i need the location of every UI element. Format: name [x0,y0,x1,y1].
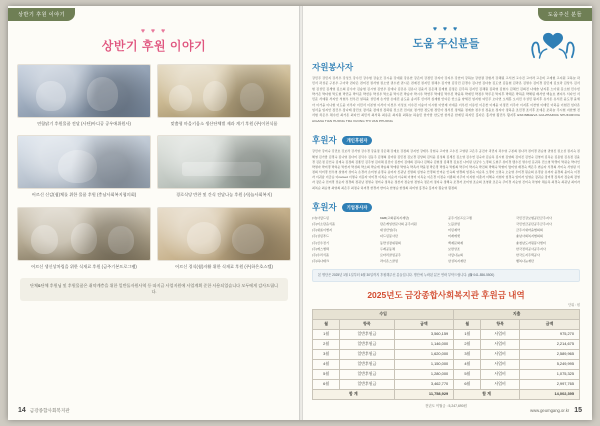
table-total-row [313,390,580,400]
corporate-sponsor-item: 더드림봉사단 [380,234,398,239]
corporate-sponsor-item: 충남사회복지협의회 [516,234,543,239]
cell-item-out: 사업비 [481,350,520,360]
heart-icon-row-left: ♥ ♥ ♥ [140,28,168,35]
corporate-sponsor-item: 금주시새마을협의회 [516,228,543,233]
cell-amount-in: 1,150,000 [394,360,454,370]
cell-amount-in: 1,146,000 [394,339,454,349]
photo-cell [18,135,150,198]
donation-table-unit: 단위 : 원 [568,302,580,307]
corporate-sponsor-item: 담은케일한문사회 공주지원 [380,222,417,227]
cell-amount-in: 3,560,159 [394,329,454,339]
photo-image [17,207,151,261]
section-heading-text: 후원자 [312,134,337,145]
sponsor-list-footnote: 본 명단은 2025년 1월 1일부터 6월 30일까지 후원해주신 분들입니다. 명단에 누락된 분은 연락 부탁드립니다. (☎ 041-856-5500) [312,269,580,282]
corporate-sponsor-item: KEB(고화중복지재단) [380,216,410,221]
cell-month-in: 3월 [313,350,340,360]
hands-heart-icon [526,28,580,62]
table-row [313,360,580,370]
individual-sponsor-name-list: 강민아 강미숙 강민호 강보라 강서영 강수경 강윤정 강은혜 강재호 강정희 강지연 강태우 강현숙 고미영 고수진 고영란 고은주 공진아 곽민지 곽수영 구본희 권나라 권미경 권순영 권영진 권오성 권지숙 권해영 김가람 김경숙 김나영 김다미 김덕수 김동주 김명희 김미란 김민정 김보경 김상희 김서윤 김성희 김세진 김소영 김수연 김숙자 김순옥 김시현 김양희 김여진 김연숙 김영미 김옥순 김용범 김유정 김윤경 김은정 김인숙 김재숙 김정희 김종민 김주영 김지혜 김진아 김찬미 김태희 김하나 김해숙 김현정 김혜경 김효진 나미란 남궁수 노경희 도현주 류미경 맹수진 명수빈 문귀옥 민소영 박경미 박귀순 박다인 박명자 박미경 박복순 박선자 박성희 박소희 박순애 박승희 박애란 박영숙 박옥자 박윤정 박은경 박정숙 박종희 박주미 박지숙 박진희 박해숙 박현미 방미영 배경숙 백은주 변순자 서경희 서미숙 서영란 서정희 석미경 선우영 설영자 성미숙 손경자 손미영 송경숙 송미자 신귀남 신명희 심영숙 안경희 안미순 안숙희 양경희 엄정숙 여순옥 오경자 오명숙 오순영 우미경 원순희 유경남 유미자 윤경희 윤미숙 이경자 이귀남 이금순 이named 이명숙 이문자 이미경 이복순 이순자 이숙희 이영미 이옥순 이은경 이정숙 이종희 이주미 이지현 이춘자 이해숙 이현자 임경숙 임미자 임영순 장귀순 장미경 장복자 장순희 장영자 장은숙 전미경 전순자 정경희 정귀남 정명숙 정미숙 정복순 정선자 정순영 정영숙 정은미 정지숙 정해숙 조경자 조미영 조순희 조영란 조은숙 주미경 지순영 진미숙 차영자 채순옥 최경숙 최귀남 최미자 최복순 최순영 최영희 최은주 최정숙 하미경 한경자 한미숙 한영순 한정희 허미영 홍경숙 홍미자 황순영 황정희 [312,149,580,190]
cell-item-in: 일반후원금 [340,339,394,349]
th-month-out: 월 [454,319,481,329]
section-heading-text: 후원자 [312,201,337,212]
heart-icon-row-right: ♥ ♥ ♥ [432,26,460,33]
corporate-sponsor-item: (주)신우전기 [312,240,330,245]
cell-item-out: 사업비 [481,360,520,370]
th-item-in: 항목 [340,319,394,329]
right-page-title: 도움 주신분들 [412,38,480,50]
cell-month-out: 3월 [454,350,481,360]
cell-amount-out: 2,997,765 [519,380,579,390]
section-badge-corporate: 기업봉사자 [342,203,373,212]
left-page-title: 상반기 후원 이야기 [101,39,207,53]
cell-amount-out: 5,249,995 [519,360,579,370]
cell-month-in: 4월 [313,360,340,370]
photo-caption: 맞춤형 마을키움소 생산단체별 제과 계기 후원 (주)이천식품 [170,121,278,126]
page-gutter [299,6,303,420]
th-month-in: 월 [313,319,340,329]
corporate-sponsor-item: 두레공동체 [380,246,395,251]
photo-cell [158,135,290,198]
left-page [8,6,300,420]
left-page-title-block [8,28,300,54]
th-amount-out: 금액 [519,319,579,329]
table-row [313,380,580,390]
corporate-sponsor-item: (사)사랑드림 [312,216,330,221]
left-page-number: 14 [18,407,26,414]
photo-cell [158,64,290,127]
corporate-sponsor-item: 공주기본프로그램 [448,216,472,221]
total-amount-out: 14,002,395 [519,390,579,400]
photo-cell [18,64,150,127]
cell-item-out: 사업비 [481,329,520,339]
corporate-sponsor-item: 동반성장위원회 [380,240,401,245]
total-amount-in: 11,758,929 [394,390,454,400]
cell-item-out: 사업비 [481,380,520,390]
cell-month-out: 4월 [454,360,481,370]
cell-month-in: 2월 [313,339,340,349]
donation-table-title: 2025년도 금강종합사회복지관 후원금 내역 [367,289,525,300]
corporate-sponsor-item: (주)우리식품 [312,252,330,257]
table-group-expense: 지출 [454,309,580,319]
donation-table-footer: 전년도 이월금 : 5,247,690원 [425,404,467,409]
left-page-footer [18,407,70,414]
cell-month-out: 6월 [454,380,481,390]
corporate-sponsor-item: (주)미소담음식품 [312,222,335,227]
left-running-head [8,6,300,22]
th-amount-in: 금액 [394,319,454,329]
corporate-sponsor-grid [312,216,580,264]
cell-amount-in: 1,280,000 [394,370,454,380]
right-running-head [300,6,592,22]
right-page [300,6,592,420]
photo-image [157,207,291,261]
corporate-sponsor-item: (주)에스엠텍 [312,246,330,251]
cell-amount-out: 1,075,325 [519,370,579,380]
cell-item-in: 일반후원금 [340,370,394,380]
section-heading-text: 자원봉사자 [312,62,354,72]
right-section-tab: 도움주신 분들 [538,8,592,21]
th-item-out: 항목 [481,319,520,329]
volunteer-name-list: 강민주 강민지 강서우 강성모 강수민 강수현 강승모 강시윤 강예린 강유찬 강은비 강정민 강지아 강지우 강찬미 강하늘 강한결 강현서 강혜린 고서연 고수진 고아라 고은비 고재현 고지원 고하늘 곽민서 곽성준 구본우 구아라 권다은 권미진 권서영 권소연 권수빈 권시은 권예진 권지민 권혜수 김가영 김강민 김경수 김나연 김다슬 김도연 김동현 김라온 김명수 김미경 김민재 김보라 김상우 김서현 김성민 김세영 김소희 김수아 김승현 김시영 김연우 김예나 김온유 김유나 김윤서 김은채 김재현 김정은 김주하 김지민 김채원 김하영 김현수 김혜인 김희진 나예슬 남지훈 노아린 문소현 민수빈 박가은 박다현 박도현 박민규 박서준 박선유 박성우 박소윤 박수민 박승아 박시우 박연주 박예림 박우진 박윤하 박재민 박정우 박주은 박지후 박채은 박하준 박해린 배서연 백승호 변지우 서다인 서민준 서예원 서지안 석현우 선우진 설하윤 성민재 손가람 손예진 송도윤 송지후 신아라 심재현 안다은 안소율 양세진 엄지현 여민주 오다연 오세훈 오지민 우성민 원지후 유가온 유서진 윤도경 윤세아 이가을 이나현 이도윤 이루다 이민서 이본영 이서아 이선우 이성호 이수진 이승아 이시현 이연재 이예준 이우빈 이유빈 이은찬 이재윤 이정민 이주아 이지훈 이찬영 이태민 이하음 이현진 임다온 임서율 임지안 장건우 장나래 장민호 장서윤 장예성 장하린 전소민 전지효 정가람 정도현 정민아 정서진 정세윤 정예슬 정우성 정윤호 정지아 정하준 조민경 조서후 조예은 조하늘 주시현 지한별 진서현 차은우 채수빈 최가온 최다인 최민석 최서하 최유준 최지원 최하늘 하승민 한가람 한도연 한서준 한예림 허지민 홍다은 홍서영 황민우 황지후 ESKINBAEVA GULZHAZIRA SHUKUROVA AIGANA TIAN HUONG TRA VUONG THI VAN PHUONG [312,76,580,123]
cell-item-in: 일반후원금 [340,329,394,339]
corporate-sponsor-item: 충청남도자원봉사센터 [516,240,546,245]
corporate-sponsor-item: 노블클럽 [448,222,460,227]
cell-amount-in: 1,620,000 [394,350,454,360]
cell-amount-out: 2,214,675 [519,339,579,349]
cell-amount-out: 2,589,965 [519,350,579,360]
cell-amount-in: 3,462,770 [394,380,454,390]
corporate-sponsor-item: 미래에셋 [448,234,460,239]
corporate-sponsor-item: 국민건강보험공단금주지사 [516,216,552,221]
cell-amount-out: 975,270 [519,329,579,339]
photo-caption: 어르신 경식(쉼)자활 위한 식재료 후원 (주)하은호스텔) [175,263,273,269]
cell-item-in: 일반후원금 [340,360,394,370]
photo-caption: 경로식당 반찬 및 간식 전달나눔 후원 (사)늘사회복지) [175,192,273,198]
corporate-sponsor-item: 보람상조 [448,246,460,251]
corporate-sponsor-item: 미림제약 [448,228,460,233]
pages-container [8,6,592,420]
total-label-in: 합 계 [313,390,395,400]
section-heading-volunteers [312,61,592,73]
section-badge-individual: 개인후원자 [342,136,373,145]
donation-table [312,309,580,401]
footer-url: www.geumgang.or.kr [530,408,570,413]
corporate-sponsor-item: 한국토지주택공사 [516,252,540,257]
corporate-sponsor-item: 대성산업(주) [380,228,398,233]
right-page-footer [530,407,582,414]
corporate-sponsor-item: (주)하나테크 [312,258,330,263]
photo-caption: 어르신 신감(쉼)체를 위한 물품 후원 (충남사회복지협의회) [31,192,137,198]
corporate-sponsor-item: 삼성복지재단 [448,258,466,263]
table-header-row [313,319,580,329]
cell-month-out: 1월 [454,329,481,339]
cell-month-in: 6월 [313,380,340,390]
photo-image [17,64,151,118]
photo-image [157,64,291,118]
corporate-sponsor-item: 사랑나눔회 [448,252,463,257]
corporate-sponsor-item: 국민연금공단공주금주지사 [516,222,552,227]
cell-month-out: 5월 [454,370,481,380]
left-note-box: 단체&단체 후원님 및 후원물품은 취약계층을 위한 일반돌자원사역 등 따지급 사업지원에 사업계획 준한 사용되었습니다 모두에게 감사드립니다. [20,278,288,301]
cell-month-in: 5월 [313,370,340,380]
photo-image [17,135,151,189]
section-heading-individual-sponsors [312,134,592,147]
photo-caption: 어르신 생신상차림을 위한 식재료 후원 (금주기본프로그램) [31,263,137,269]
photo-grid [18,64,290,270]
corporate-sponsor-item: 한국전력공사공주지사 [516,246,546,251]
photo-caption: 연합닭기 후원물품 전달 (사단)아디공 공우애위원사) [37,121,131,126]
corporate-sponsor-item: (주)성림푸드 [312,234,330,239]
cell-month-out: 2월 [454,339,481,349]
cell-item-in: 일반후원금 [340,380,394,390]
cell-item-out: 사업비 [481,370,520,380]
corporate-sponsor-item: 로타리클럽공주 [380,252,401,257]
left-footer-text: 금강종합사회복지관 [29,407,70,413]
corporate-sponsor-item: 백제문화제 [448,240,463,245]
corporate-sponsor-item: 라이온스클럽 [380,258,398,263]
left-section-tab: 상반기 후원 이야기 [8,8,75,21]
section-heading-corporate-sponsors [312,201,592,214]
cell-item-in: 일반후원금 [340,350,394,360]
cell-month-in: 1월 [313,329,340,339]
cell-item-out: 사업비 [481,339,520,349]
table-group-header-row [313,309,580,319]
total-label-out: 합 계 [454,390,520,400]
photo-cell [158,207,290,270]
photo-cell [18,207,150,270]
right-page-number: 15 [574,407,582,414]
photo-image [157,135,291,189]
table-row [313,339,580,349]
table-row [313,350,580,360]
corporate-sponsor-item: (주)새롬이엔지 [312,228,332,233]
corporate-sponsor-item: 행복나눔재단 [516,258,534,263]
table-group-income: 수입 [313,309,454,319]
table-row [313,329,580,339]
table-row [313,370,580,380]
